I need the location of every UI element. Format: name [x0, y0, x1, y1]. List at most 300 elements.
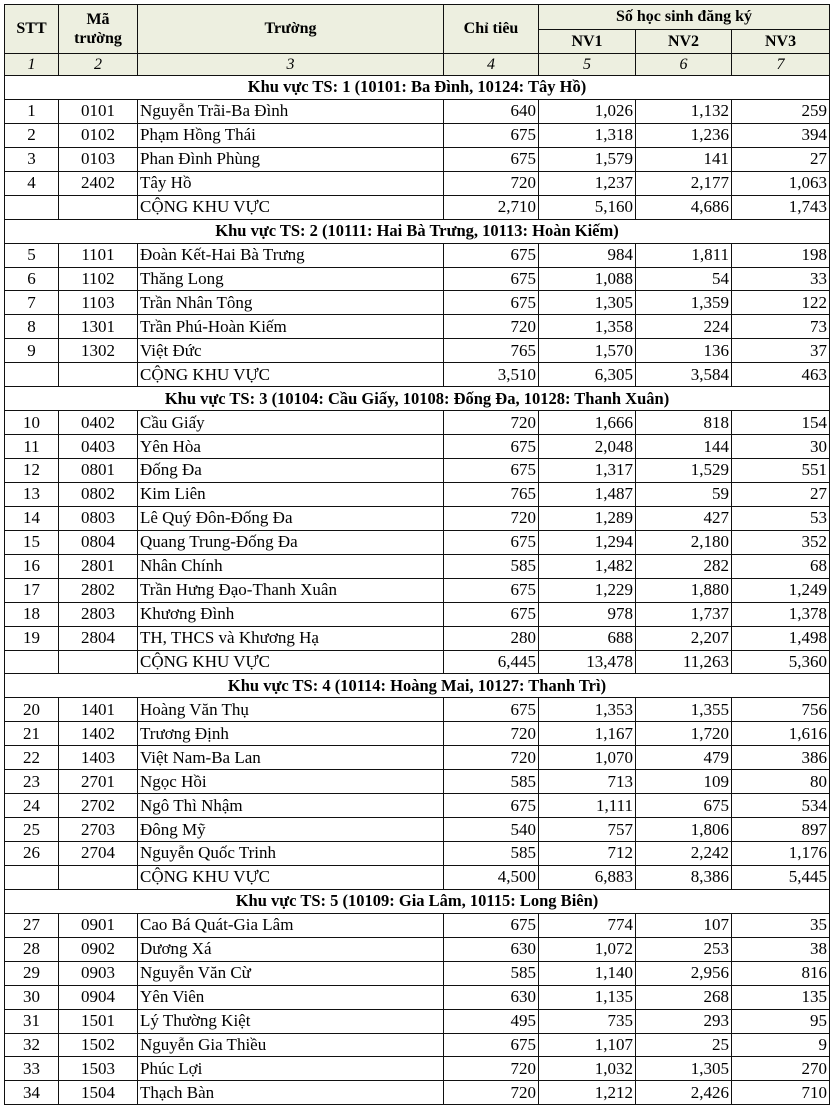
cell-nv3: 135 [732, 985, 830, 1009]
cell-chi-tieu: 675 [444, 913, 539, 937]
cell-truong: Thăng Long [138, 267, 444, 291]
total-nv1: 5,160 [539, 195, 636, 219]
cell-truong: Nguyễn Quốc Trinh [138, 842, 444, 866]
cell-truong: Đông Mỹ [138, 818, 444, 842]
cell-nv1: 757 [539, 818, 636, 842]
cell-ma-truong: 0102 [59, 123, 138, 147]
cell-truong: Lý Thường Kiệt [138, 1009, 444, 1033]
section-title: Khu vực TS: 4 (10114: Hoàng Mai, 10127: Thanh Trì) [5, 674, 830, 698]
cell-nv3: 534 [732, 794, 830, 818]
cell-truong: Dương Xá [138, 937, 444, 961]
cell-nv2: 675 [636, 794, 732, 818]
cell-chi-tieu: 630 [444, 985, 539, 1009]
cell-truong: Phúc Lợi [138, 1057, 444, 1081]
cell-stt: 4 [5, 171, 59, 195]
cell-truong: Yên Hòa [138, 435, 444, 459]
section-title: Khu vực TS: 3 (10104: Cầu Giấy, 10108: Đống Đa, 10128: Thanh Xuân) [5, 387, 830, 411]
cell-ma-truong: 0801 [59, 459, 138, 483]
cell-nv1: 1,318 [539, 123, 636, 147]
cell-nv1: 688 [539, 626, 636, 650]
cell-chi-tieu: 585 [444, 961, 539, 985]
cell-chi-tieu: 495 [444, 1009, 539, 1033]
total-nv3: 5,360 [732, 650, 830, 674]
cell-ma-truong: 0803 [59, 506, 138, 530]
cell-ma-truong: 2703 [59, 818, 138, 842]
section-header-row [5, 674, 830, 698]
cell-truong: Nguyễn Trãi-Ba Đình [138, 99, 444, 123]
cell-ma-truong: 2804 [59, 626, 138, 650]
cell-nv1: 1,111 [539, 794, 636, 818]
cell-nv1: 774 [539, 913, 636, 937]
cell-truong: Hoàng Văn Thụ [138, 698, 444, 722]
cell-nv1: 1,579 [539, 147, 636, 171]
cell-nv1: 1,294 [539, 530, 636, 554]
table-row [5, 746, 830, 770]
cell-nv1: 1,570 [539, 339, 636, 363]
cell-nv2: 1,880 [636, 578, 732, 602]
column-index: 3 [138, 54, 444, 76]
cell-nv1: 1,107 [539, 1033, 636, 1057]
column-index: 2 [59, 54, 138, 76]
column-index: 6 [636, 54, 732, 76]
cell-chi-tieu: 720 [444, 506, 539, 530]
header-truong: Trường [138, 5, 444, 54]
cell-truong: Quang Trung-Đống Đa [138, 530, 444, 554]
cell-ma-truong: 1102 [59, 267, 138, 291]
cell-ma-truong: 0403 [59, 435, 138, 459]
total-nv3: 5,445 [732, 865, 830, 889]
registration-table [4, 4, 830, 1105]
cell-nv2: 479 [636, 746, 732, 770]
cell-nv3: 95 [732, 1009, 830, 1033]
cell-nv3: 68 [732, 554, 830, 578]
header-nv2: NV2 [636, 30, 732, 54]
cell-stt: 28 [5, 937, 59, 961]
cell-truong: Việt Đức [138, 339, 444, 363]
table-row [5, 794, 830, 818]
cell-nv3: 1,176 [732, 842, 830, 866]
cell-stt: 19 [5, 626, 59, 650]
total-nv1: 13,478 [539, 650, 636, 674]
cell-chi-tieu: 675 [444, 698, 539, 722]
cell-nv2: 818 [636, 411, 732, 435]
table-row [5, 626, 830, 650]
cell-ma-truong: 0902 [59, 937, 138, 961]
cell-nv1: 1,237 [539, 171, 636, 195]
header-nv1: NV1 [539, 30, 636, 54]
cell-chi-tieu: 585 [444, 842, 539, 866]
header-ma-truong: Mã trường [59, 5, 138, 54]
cell-truong: Thạch Bàn [138, 1081, 444, 1105]
total-chi-tieu: 2,710 [444, 195, 539, 219]
total-row [5, 363, 830, 387]
cell-nv3: 37 [732, 339, 830, 363]
table-row [5, 171, 830, 195]
cell-stt: 7 [5, 291, 59, 315]
cell-chi-tieu: 675 [444, 243, 539, 267]
total-nv2: 4,686 [636, 195, 732, 219]
cell-stt: 5 [5, 243, 59, 267]
cell-nv2: 1,806 [636, 818, 732, 842]
cell-ma-truong: 1501 [59, 1009, 138, 1033]
cell-chi-tieu: 630 [444, 937, 539, 961]
cell-truong: Phạm Hồng Thái [138, 123, 444, 147]
cell-chi-tieu: 675 [444, 147, 539, 171]
cell-stt: 2 [5, 123, 59, 147]
cell-nv3: 35 [732, 913, 830, 937]
cell-truong: Kim Liên [138, 482, 444, 506]
cell-nv1: 1,167 [539, 722, 636, 746]
cell-stt: 30 [5, 985, 59, 1009]
cell-stt: 24 [5, 794, 59, 818]
section-header-row [5, 387, 830, 411]
cell-chi-tieu: 765 [444, 482, 539, 506]
table-row [5, 1009, 830, 1033]
cell-nv1: 1,358 [539, 315, 636, 339]
cell-nv1: 1,229 [539, 578, 636, 602]
table-row [5, 1033, 830, 1057]
cell-truong: Nhân Chính [138, 554, 444, 578]
table-row [5, 578, 830, 602]
cell-nv3: 1,378 [732, 602, 830, 626]
total-nv1: 6,305 [539, 363, 636, 387]
cell-truong: Trần Hưng Đạo-Thanh Xuân [138, 578, 444, 602]
table-row [5, 291, 830, 315]
cell-ma-truong: 0402 [59, 411, 138, 435]
cell-nv2: 2,180 [636, 530, 732, 554]
section-title: Khu vực TS: 1 (10101: Ba Đình, 10124: Tây Hồ) [5, 76, 830, 100]
cell-stt [5, 650, 59, 674]
cell-nv3: 198 [732, 243, 830, 267]
cell-ma-truong: 2402 [59, 171, 138, 195]
cell-ma-truong: 1504 [59, 1081, 138, 1105]
cell-ma-truong: 2704 [59, 842, 138, 866]
cell-nv3: 386 [732, 746, 830, 770]
cell-chi-tieu: 640 [444, 99, 539, 123]
cell-nv3: 73 [732, 315, 830, 339]
total-label: CỘNG KHU VỰC [138, 650, 444, 674]
cell-nv3: 551 [732, 459, 830, 483]
total-row [5, 650, 830, 674]
table-row [5, 602, 830, 626]
cell-nv1: 2,048 [539, 435, 636, 459]
cell-stt: 16 [5, 554, 59, 578]
cell-nv1: 1,135 [539, 985, 636, 1009]
cell-nv3: 27 [732, 482, 830, 506]
cell-nv2: 25 [636, 1033, 732, 1057]
table-row [5, 411, 830, 435]
table-row [5, 1057, 830, 1081]
cell-nv1: 1,317 [539, 459, 636, 483]
table-row [5, 913, 830, 937]
table-row [5, 243, 830, 267]
cell-nv1: 1,026 [539, 99, 636, 123]
cell-chi-tieu: 765 [444, 339, 539, 363]
cell-truong: Nguyễn Văn Cừ [138, 961, 444, 985]
table-row [5, 985, 830, 1009]
column-index: 4 [444, 54, 539, 76]
cell-stt: 21 [5, 722, 59, 746]
cell-truong: Cao Bá Quát-Gia Lâm [138, 913, 444, 937]
cell-nv3: 897 [732, 818, 830, 842]
cell-chi-tieu: 280 [444, 626, 539, 650]
table-row [5, 339, 830, 363]
cell-truong: Khương Đình [138, 602, 444, 626]
cell-stt: 22 [5, 746, 59, 770]
cell-nv3: 816 [732, 961, 830, 985]
cell-nv2: 1,305 [636, 1057, 732, 1081]
cell-stt: 11 [5, 435, 59, 459]
cell-ma-truong: 2801 [59, 554, 138, 578]
cell-chi-tieu: 720 [444, 315, 539, 339]
cell-nv2: 2,177 [636, 171, 732, 195]
cell-nv2: 2,242 [636, 842, 732, 866]
cell-ma-truong: 2702 [59, 794, 138, 818]
cell-ma-truong: 0903 [59, 961, 138, 985]
cell-stt [5, 195, 59, 219]
cell-nv3: 394 [732, 123, 830, 147]
cell-chi-tieu: 675 [444, 530, 539, 554]
cell-ma-truong [59, 650, 138, 674]
table-row [5, 1081, 830, 1105]
cell-chi-tieu: 720 [444, 746, 539, 770]
cell-ma-truong: 1403 [59, 746, 138, 770]
cell-stt: 9 [5, 339, 59, 363]
column-index: 1 [5, 54, 59, 76]
cell-stt: 34 [5, 1081, 59, 1105]
column-index: 5 [539, 54, 636, 76]
cell-nv2: 224 [636, 315, 732, 339]
table-row [5, 459, 830, 483]
cell-ma-truong: 1101 [59, 243, 138, 267]
cell-stt: 29 [5, 961, 59, 985]
cell-chi-tieu: 675 [444, 435, 539, 459]
cell-chi-tieu: 675 [444, 1033, 539, 1057]
cell-truong: Việt Nam-Ba Lan [138, 746, 444, 770]
cell-nv2: 2,426 [636, 1081, 732, 1105]
cell-nv2: 1,132 [636, 99, 732, 123]
table-row [5, 770, 830, 794]
cell-truong: Trương Định [138, 722, 444, 746]
section-header-row [5, 76, 830, 100]
table-row [5, 99, 830, 123]
cell-stt: 32 [5, 1033, 59, 1057]
cell-nv3: 53 [732, 506, 830, 530]
cell-stt: 18 [5, 602, 59, 626]
cell-nv3: 9 [732, 1033, 830, 1057]
cell-nv2: 1,359 [636, 291, 732, 315]
header-chi-tieu: Chỉ tiêu [444, 5, 539, 54]
cell-ma-truong: 1401 [59, 698, 138, 722]
cell-nv3: 1,249 [732, 578, 830, 602]
header-so-hoc-sinh: Số học sinh đăng ký [539, 5, 830, 30]
cell-ma-truong [59, 195, 138, 219]
cell-nv1: 1,212 [539, 1081, 636, 1105]
cell-stt: 27 [5, 913, 59, 937]
cell-ma-truong: 0901 [59, 913, 138, 937]
cell-truong: Yên Viên [138, 985, 444, 1009]
cell-nv2: 268 [636, 985, 732, 1009]
cell-ma-truong: 0904 [59, 985, 138, 1009]
total-nv2: 11,263 [636, 650, 732, 674]
cell-stt: 6 [5, 267, 59, 291]
cell-stt: 31 [5, 1009, 59, 1033]
cell-nv3: 270 [732, 1057, 830, 1081]
total-label: CỘNG KHU VỰC [138, 195, 444, 219]
cell-nv1: 978 [539, 602, 636, 626]
cell-nv1: 1,482 [539, 554, 636, 578]
cell-nv2: 1,720 [636, 722, 732, 746]
cell-nv2: 144 [636, 435, 732, 459]
table-row [5, 554, 830, 578]
section-title: Khu vực TS: 2 (10111: Hai Bà Trưng, 10113: Hoàn Kiếm) [5, 219, 830, 243]
table-row [5, 123, 830, 147]
cell-stt: 13 [5, 482, 59, 506]
cell-nv1: 1,072 [539, 937, 636, 961]
cell-chi-tieu: 675 [444, 578, 539, 602]
total-nv3: 1,743 [732, 195, 830, 219]
cell-truong: Trần Phú-Hoàn Kiếm [138, 315, 444, 339]
cell-nv2: 2,207 [636, 626, 732, 650]
column-index-row [5, 54, 830, 76]
cell-chi-tieu: 675 [444, 794, 539, 818]
table-row [5, 937, 830, 961]
cell-chi-tieu: 720 [444, 411, 539, 435]
cell-ma-truong: 0103 [59, 147, 138, 171]
cell-truong: Đống Đa [138, 459, 444, 483]
cell-chi-tieu: 675 [444, 602, 539, 626]
cell-nv1: 1,088 [539, 267, 636, 291]
column-index: 7 [732, 54, 830, 76]
table-row [5, 961, 830, 985]
cell-chi-tieu: 720 [444, 1057, 539, 1081]
cell-nv1: 1,666 [539, 411, 636, 435]
cell-stt: 8 [5, 315, 59, 339]
cell-nv1: 1,487 [539, 482, 636, 506]
table-row [5, 482, 830, 506]
header-stt: STT [5, 5, 59, 54]
cell-truong: Lê Quý Đôn-Đống Đa [138, 506, 444, 530]
cell-nv3: 38 [732, 937, 830, 961]
cell-nv2: 141 [636, 147, 732, 171]
cell-stt: 23 [5, 770, 59, 794]
cell-nv1: 1,032 [539, 1057, 636, 1081]
cell-nv1: 1,305 [539, 291, 636, 315]
cell-nv1: 1,289 [539, 506, 636, 530]
cell-ma-truong: 2701 [59, 770, 138, 794]
cell-nv2: 253 [636, 937, 732, 961]
cell-nv2: 59 [636, 482, 732, 506]
cell-stt: 25 [5, 818, 59, 842]
cell-ma-truong: 1503 [59, 1057, 138, 1081]
cell-ma-truong: 0101 [59, 99, 138, 123]
cell-nv2: 1,737 [636, 602, 732, 626]
cell-ma-truong: 1502 [59, 1033, 138, 1057]
total-row [5, 195, 830, 219]
cell-nv1: 1,353 [539, 698, 636, 722]
cell-nv3: 27 [732, 147, 830, 171]
header-nv3: NV3 [732, 30, 830, 54]
cell-nv3: 80 [732, 770, 830, 794]
cell-chi-tieu: 675 [444, 267, 539, 291]
cell-stt: 14 [5, 506, 59, 530]
cell-nv2: 109 [636, 770, 732, 794]
cell-truong: TH, THCS và Khương Hạ [138, 626, 444, 650]
total-nv2: 3,584 [636, 363, 732, 387]
cell-nv2: 427 [636, 506, 732, 530]
cell-nv1: 1,070 [539, 746, 636, 770]
cell-ma-truong: 1402 [59, 722, 138, 746]
table-row [5, 818, 830, 842]
cell-nv2: 107 [636, 913, 732, 937]
table-row [5, 435, 830, 459]
cell-nv1: 735 [539, 1009, 636, 1033]
section-header-row [5, 889, 830, 913]
cell-nv2: 1,355 [636, 698, 732, 722]
cell-truong: Cầu Giấy [138, 411, 444, 435]
cell-nv1: 713 [539, 770, 636, 794]
cell-chi-tieu: 540 [444, 818, 539, 842]
cell-nv3: 1,498 [732, 626, 830, 650]
cell-truong: Ngọc Hồi [138, 770, 444, 794]
cell-chi-tieu: 585 [444, 770, 539, 794]
cell-chi-tieu: 585 [444, 554, 539, 578]
cell-stt: 1 [5, 99, 59, 123]
cell-stt: 20 [5, 698, 59, 722]
cell-nv3: 756 [732, 698, 830, 722]
total-label: CỘNG KHU VỰC [138, 363, 444, 387]
cell-nv3: 1,063 [732, 171, 830, 195]
cell-stt: 33 [5, 1057, 59, 1081]
cell-truong: Trần Nhân Tông [138, 291, 444, 315]
cell-nv1: 712 [539, 842, 636, 866]
cell-truong: Ngô Thì Nhậm [138, 794, 444, 818]
cell-chi-tieu: 675 [444, 459, 539, 483]
cell-nv2: 1,529 [636, 459, 732, 483]
cell-ma-truong: 0802 [59, 482, 138, 506]
table-row [5, 842, 830, 866]
cell-nv2: 293 [636, 1009, 732, 1033]
cell-chi-tieu: 675 [444, 291, 539, 315]
cell-stt: 17 [5, 578, 59, 602]
total-chi-tieu: 4,500 [444, 865, 539, 889]
cell-stt: 10 [5, 411, 59, 435]
cell-chi-tieu: 720 [444, 1081, 539, 1105]
table-row [5, 698, 830, 722]
table-body [5, 76, 830, 1105]
cell-nv2: 1,236 [636, 123, 732, 147]
cell-nv3: 33 [732, 267, 830, 291]
total-label: CỘNG KHU VỰC [138, 865, 444, 889]
table-row [5, 267, 830, 291]
cell-stt: 26 [5, 842, 59, 866]
cell-ma-truong: 1103 [59, 291, 138, 315]
cell-chi-tieu: 720 [444, 722, 539, 746]
total-nv2: 8,386 [636, 865, 732, 889]
cell-ma-truong: 0804 [59, 530, 138, 554]
total-chi-tieu: 3,510 [444, 363, 539, 387]
cell-stt [5, 865, 59, 889]
table-row [5, 722, 830, 746]
total-chi-tieu: 6,445 [444, 650, 539, 674]
header-row [5, 5, 830, 30]
cell-ma-truong [59, 363, 138, 387]
cell-nv2: 2,956 [636, 961, 732, 985]
total-nv1: 6,883 [539, 865, 636, 889]
cell-truong: Nguyễn Gia Thiều [138, 1033, 444, 1057]
cell-ma-truong [59, 865, 138, 889]
cell-nv3: 710 [732, 1081, 830, 1105]
